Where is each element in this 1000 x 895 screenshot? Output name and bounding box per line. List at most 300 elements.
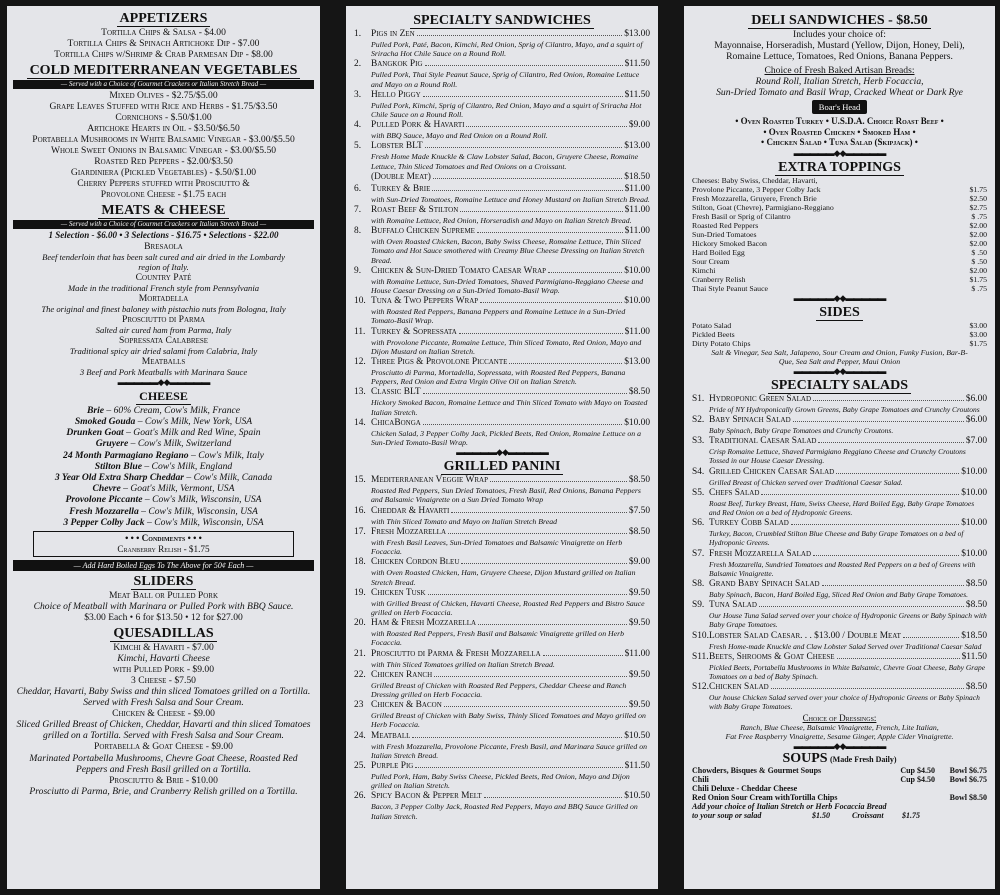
spacer: [750, 339, 969, 348]
menu-item-row: [692, 394, 987, 405]
soup-name: Chowders, Bisques & Gourmet Soups: [692, 765, 822, 775]
price-label: Sun-Dried Tomatoes: [692, 229, 757, 239]
leader-dots: [417, 29, 623, 36]
item-price: $9.00: [628, 557, 650, 568]
item-price: $7.50: [628, 505, 650, 516]
spacer: [817, 194, 970, 203]
item-price: $7.00: [965, 436, 987, 447]
menu-item: [692, 488, 987, 517]
cheese-name: Gruyere: [95, 438, 129, 450]
cheese-origin: – Cow's Milk, Canada: [183, 471, 273, 483]
item-name: Hello Piggy: [371, 89, 421, 100]
menu-item-row: [354, 59, 650, 70]
item-desc: Roasted Red Peppers, Sun Dried Tomatoes, Fresh Basil, Red Onions, Banana Peppers and Balsamic Vinaigrette on a Sun Dried Tomato Wrap: [371, 486, 641, 505]
deli-line: Mayonnaise, Horseradish, Mustard (Yellow, Dijon, Honey, Deli),: [714, 40, 965, 52]
menu-item: [354, 141, 650, 170]
menu-item: [692, 682, 987, 711]
menu-item: [354, 205, 650, 225]
vegetable-item: Portabella Mushrooms in White Balsamic Vinegar - $3.00/$5.50: [32, 133, 295, 145]
bread-line: Sun-Dried Tomato and Basil Wrap, Cracked Wheat or Dark Rye: [716, 87, 963, 99]
price-label: Fresh Basil or Sprig of Cilantro: [692, 211, 791, 221]
item-name: Prosciutto di Parma & Fresh Mozzarella: [371, 648, 541, 659]
item-desc: Pride of NY Hydroponically Grown Greens, Baby Grape Tomatoes and Crunchy Croutons: [709, 404, 980, 414]
menu-item: [354, 791, 650, 820]
cheese-name: 3 Pepper Colby Jack: [63, 516, 145, 528]
price-value: $ .75: [971, 211, 987, 221]
item-desc: with Sun-Dried Tomatoes, Romaine Lettuce and Honey Mustard on Italian Stretch Bread.: [371, 194, 650, 204]
left-menu-panel: [7, 6, 320, 889]
item-name: Tuna & Two Peppers Wrap: [371, 296, 479, 307]
item-number: 4.: [354, 120, 362, 131]
item-price: $8.50: [965, 600, 987, 611]
appetizer-item: Tortilla Chips w/Shrimp & Crab Parmesan Dip - $8.00: [54, 49, 273, 61]
meat-option: • Chicken Salad • Tuna Salad (Skipjack) •: [761, 137, 918, 148]
item-price: $8.50: [628, 526, 650, 537]
condiment-item: Cranberry Relish - $1.75: [117, 543, 210, 554]
item-price: $10.00: [961, 548, 987, 559]
leader-dots: [813, 394, 964, 401]
item-name: Grand Baby Spinach Salad: [709, 578, 820, 589]
menu-item-row: [354, 226, 650, 237]
cheese-item: [13, 461, 314, 472]
price-value: $2.00: [969, 220, 987, 230]
item-price: $11.50: [624, 89, 650, 100]
sliders-prices: $3.00 Each • 6 for $13.50 • 12 for $27.00: [84, 612, 243, 624]
cheese-name: Fresh Mozzarella: [69, 505, 139, 517]
item-number: S9.: [692, 600, 705, 611]
cheese-origin: – 60% Cream, Cow's Milk, France: [104, 404, 241, 416]
price-value: $2.00: [969, 265, 987, 275]
item-desc: Prosciutto di Parma, Mortadella, Sopressata, with Roasted Red Peppers, Banana Peppers, Red Onion and Extra Virgin Olive Oil on Italian Stretch.: [371, 368, 626, 387]
price-label: Cheeses: Baby Swiss, Cheddar, Havarti,: [692, 175, 818, 185]
item-number: 9.: [354, 265, 362, 276]
item-number: 11.: [354, 326, 366, 337]
menu-item-row: [692, 549, 987, 560]
price-value: $1.75: [969, 274, 987, 284]
cheese-item: [13, 427, 314, 438]
item-price: $9.50: [628, 587, 650, 598]
item-number: 24.: [354, 730, 366, 741]
leader-dots: [543, 649, 623, 656]
quesadilla-name: Chicken & Cheese - $9.00: [112, 708, 215, 720]
vegetable-item: Artichoke Hearts in Oil - $3.50/$6.50: [87, 122, 240, 134]
menu-item-row: [354, 172, 650, 183]
menu-item-row: [354, 205, 650, 216]
meat-name: Meatballs: [141, 355, 186, 367]
item-desc: Pulled Pork, Paté, Bacon, Kimchi, Red Onion, Sprig of Cilantro, Mayo, and a squirt of Sriracha Hot Chile Sauce on a Round Roll.: [371, 40, 643, 59]
selection-prices: 1 Selection - $6.00 • 3 Selections - $16.75 • Selections - $22.00: [48, 229, 279, 240]
quesadilla-extra: with Pulled Pork - $9.00: [112, 663, 215, 675]
price-row: [692, 185, 987, 194]
menu-item: [354, 172, 650, 183]
price-row: [692, 239, 987, 248]
item-price: $9.50: [628, 669, 650, 680]
item-name: Buffalo Chicken Supreme: [371, 226, 475, 237]
item-desc: Turkey, Bacon, Crumbled Stilton Blue Cheese and Baby Grape Tomatoes on a bed of Hydroponic Greens.: [709, 529, 964, 548]
item-name: Chicken Salad: [709, 682, 769, 693]
meat-name: Sopressata Calabrese: [118, 334, 209, 346]
cold-vegetables-heading: COLD MEDITERRANEAN VEGETABLES: [27, 63, 301, 79]
menu-item-row: [354, 588, 650, 599]
menu-item: [354, 226, 650, 265]
menu-item: [354, 120, 650, 140]
leader-dots: [459, 327, 623, 334]
meat-desc: Made in the traditional French style from Pennsylvania: [67, 282, 259, 293]
quesadilla-name: 3 Cheese - $7.50: [131, 675, 196, 686]
divider-ornament: ▬▬▬▬▬◆◆▬▬▬▬▬: [793, 147, 886, 158]
meats-served-bar: — Served with a Choice of Gourmet Crackers or Italian Stretch Bread —: [13, 220, 314, 229]
item-price: $10.50: [624, 791, 650, 802]
deli-line: Romaine Lettuce, Tomatoes, Red Onions, Banana Peppers.: [726, 51, 953, 63]
menu-item-row: [354, 387, 650, 398]
croissant-price: $1.75: [902, 810, 920, 820]
item-name: Bangkok Pig: [371, 59, 423, 70]
menu-item: [354, 700, 650, 729]
dressings-line: Fat Free Raspberry Vinaigrette, Sesame Ginger, Apple Cider Vinaigrette.: [725, 731, 954, 741]
meat-name: Bresaola: [144, 240, 183, 252]
vegetable-item: Whole Sweet Onions in Balsamic Vinegar - $3.00/$5.50: [50, 145, 277, 157]
vegetable-item: Grape Leaves Stuffed with Rice and Herbs - $1.75/$3.50: [49, 100, 278, 112]
appetizer-item: Tortilla Chips & Salsa - $4.00: [101, 27, 226, 38]
dressings-title: Choice of Dressings:: [802, 712, 877, 723]
item-price: $8.50: [965, 682, 987, 693]
meat-desc: The original and finest baloney with pistachio nuts from Bologna, Italy: [41, 303, 286, 314]
cheese-item: [13, 438, 314, 449]
cheese-item: [13, 483, 314, 494]
item-price: $18.50: [961, 630, 987, 641]
item-number: 21.: [354, 648, 366, 659]
quesadilla-desc: Prosciutto di Parma, Brie, and Cranberry Relish grilled on a Tortilla.: [29, 785, 298, 797]
item-name: Roast Beef & Stilton: [371, 205, 459, 216]
menu-item: [354, 387, 650, 416]
quesadilla-desc: Kimchi, Havarti Cheese: [117, 652, 210, 664]
price-label: Fresh Mozzarella, Gruyere, French Brie: [692, 193, 817, 203]
item-number: 6.: [354, 183, 362, 194]
menu-item-row: [692, 631, 987, 642]
meat-option: • Oven Roasted Turkey • U.S.D.A. Choice Roast Beef •: [735, 116, 944, 127]
specialty-salads-heading: SPECIALTY SALADS: [768, 378, 911, 394]
leader-dots: [548, 266, 622, 273]
price-row: [692, 203, 987, 212]
leader-dots: [461, 557, 627, 564]
meat-desc: 3 Beef and Pork Meatballs with Marinara Sauce: [79, 366, 248, 377]
item-name: Meatball: [371, 730, 411, 741]
divider-ornament: ▬▬▬▬▬◆◆▬▬▬▬▬: [793, 365, 886, 376]
cheese-name: Brie: [86, 404, 105, 416]
item-desc: with Fresh Mozzarella, Provolone Piccante, Fresh Basil, and Marinara Sauce grilled on Italian Stretch Bread.: [371, 741, 648, 760]
menu-item-row: [354, 791, 650, 802]
meat-name: Country Paté: [135, 271, 192, 283]
leader-dots: [480, 296, 622, 303]
menu-item: [692, 436, 987, 465]
leader-dots: [813, 549, 959, 556]
cheese-origin: – Cow's Milk, England: [141, 460, 233, 472]
meat-desc: Beef tenderloin that has been salt cured and air dried in the Lombardy region of Italy.: [42, 251, 285, 272]
price-row: [692, 339, 987, 348]
cheese-origin: – Cow's Milk, Wisconsin, USA: [142, 494, 262, 506]
price-row: [692, 248, 987, 257]
item-name: Lobster Salad Caesar. . . $13.00 / Double Meat: [709, 630, 901, 641]
price-value: $3.00: [969, 320, 987, 330]
price-label: Potato Salad: [692, 320, 732, 330]
item-name: Turkey Cobb Salad: [709, 518, 789, 529]
item-number: 8.: [354, 226, 362, 237]
price-label: Sour Cream: [692, 256, 730, 266]
menu-item: [692, 549, 987, 578]
vegetable-item: Provolone Cheese - $1.75 each: [100, 189, 227, 201]
item-name: Grilled Chicken Caesar Salad: [709, 466, 835, 477]
menu-item: [692, 579, 987, 599]
price-row: [692, 212, 987, 221]
item-name: Traditional Caesar Salad: [709, 436, 817, 447]
menu-item: [354, 588, 650, 617]
menu-item: [692, 652, 987, 681]
menu-item: [354, 475, 650, 504]
item-number: S1.: [692, 393, 705, 404]
menu-item-row: [354, 557, 650, 568]
item-number: 19.: [354, 587, 366, 598]
soup-name: Chili: [692, 774, 709, 784]
item-price: $8.50: [628, 475, 650, 486]
item-price: $11.50: [961, 651, 987, 662]
appetizers-heading: APPETIZERS: [117, 11, 211, 27]
item-name: Spicy Bacon & Pepper Melt: [371, 791, 482, 802]
price-label: Hard Boiled Egg: [692, 247, 745, 257]
cheese-name: Provolone Piccante: [65, 494, 143, 506]
item-price: $9.00: [628, 120, 650, 131]
leader-dots: [818, 436, 963, 443]
soups-table: [692, 766, 987, 820]
item-name: Lobster BLT: [371, 141, 423, 152]
bread-price: $1.50: [812, 810, 830, 820]
menu-item: [354, 266, 650, 295]
price-label: Hickory Smoked Bacon: [692, 238, 767, 248]
price-row: [692, 230, 987, 239]
soup-bowl-price: Bowl $6.75: [949, 765, 987, 775]
item-desc: with Thin Sliced Tomato and Mayo on Italian Stretch Bread: [371, 516, 558, 526]
item-number: S7.: [692, 548, 705, 559]
menu-item: [354, 29, 650, 58]
item-name: Hydroponic Green Salad: [709, 393, 811, 404]
item-name: Chicken Cordon Bleu: [371, 557, 460, 568]
item-name: Three Pigs & Provolone Piccante: [371, 357, 508, 368]
leader-dots: [423, 387, 627, 394]
cheese-item: [13, 416, 314, 427]
leader-dots: [448, 527, 627, 534]
item-price: $10.00: [624, 296, 650, 307]
item-desc: Pulled Pork, Ham, Baby Swiss Cheese, Pickled Beets, Red Onion, Mayo and Dijon grilled on Italian Stretch.: [371, 771, 630, 791]
cheese-origin: – Cow's Milk, Switzerland: [128, 438, 232, 450]
menu-item-row: [354, 475, 650, 486]
price-label: Cranberry Relish: [692, 274, 746, 284]
item-name: Baby Spinach Salad: [709, 414, 791, 425]
item-price: $9.50: [628, 700, 650, 711]
item-price: $8.50: [965, 578, 987, 589]
spacer: [791, 212, 972, 221]
price-row: [692, 275, 987, 284]
price-row: [692, 257, 987, 266]
soup-name: Red Onion Sour Cream withTortilla Chips: [692, 792, 838, 802]
spacer: [757, 230, 970, 239]
boars-head-logo: Boar's Head: [812, 100, 867, 114]
item-price: $11.50: [624, 760, 650, 771]
price-value: $ .75: [971, 283, 987, 293]
price-label: Dirty Potato Chips: [692, 338, 751, 348]
menu-item-row: [354, 296, 650, 307]
menu-item-row: [692, 488, 987, 499]
item-desc: Roast Beef, Turkey Breast, Ham, Swiss Cheese, Hard Boiled Egg, Baby Grape Tomatoes and Red Onion on a bed of Hydroponic Greens.: [709, 498, 975, 517]
leader-dots: [460, 205, 622, 212]
meat-name: Mortadella: [138, 292, 189, 304]
extra-toppings-heading: EXTRA TOPPINGS: [775, 160, 904, 176]
menu-item: [692, 631, 987, 651]
menu-item-row: [354, 527, 650, 538]
cheese-name: Drunken Goat: [66, 427, 124, 439]
item-name: Pigs in Zen: [371, 29, 415, 39]
item-name: Mediterranean Veggie Wrap: [371, 475, 488, 486]
price-label: Roasted Red Peppers: [692, 220, 759, 230]
grilled-panini-heading: GRILLED PANINI: [441, 459, 564, 475]
item-desc: Chicken Salad, 3 Pepper Colby Jack, Pickled Beets, Red Onion, Romaine Lettuce on a Sun-Dried Tomato-Basil Wrap.: [371, 428, 641, 448]
item-price: $13.00: [624, 141, 650, 152]
quesadilla-desc: Sliced Grilled Breast of Chicken, Cheddar, Havarti and thin sliced Tomatoes grilled on a Tortilla. Served with Fresh Salsa and Sour Cream.: [16, 719, 311, 742]
soup-bowl-price: Bowl $8.50: [949, 792, 987, 802]
leader-dots: [434, 670, 627, 677]
soup-bowl-price: Bowl $6.75: [949, 774, 987, 784]
item-price: $11.00: [624, 183, 650, 194]
leader-dots: [509, 357, 622, 364]
item-desc: with Roasted Red Peppers, Banana Peppers and Romaine Lettuce in a Sun-Dried Tomato-Basil Wrap.: [371, 307, 626, 326]
item-name: Cheddar & Havarti: [371, 505, 450, 516]
bread-note: Add your choice of Italian Stretch or Herb Focaccia Bread: [692, 801, 887, 811]
cheese-origin: – Cow's Milk, Italy: [188, 449, 264, 461]
item-desc: with Grilled Breast of Chicken, Havarti Cheese, Roasted Red Peppers and Bistro Sauce grilled on Herb Focaccia.: [371, 598, 645, 617]
quesadilla-name: Prosciutto & Brie - $10.00: [109, 774, 218, 786]
menu-item-row: [692, 467, 987, 478]
item-name: Pulled Pork & Havarti: [371, 120, 465, 131]
menu-item-row: [354, 90, 650, 101]
leader-dots: [466, 120, 626, 127]
quesadilla-desc: Cheddar, Havarti, Baby Swiss and thin sliced Tomatoes grilled on a Tortilla. Served with Fresh Salsa and Sour Cream.: [16, 686, 311, 709]
item-desc: Baby Spinach, Baby Grape Tomatoes and Crunchy Croutons.: [709, 425, 894, 435]
item-desc: Grilled Breast of Chicken with Baby Swiss, Thinly Sliced Tomatoes and Mayo grilled on Herb Focaccia.: [371, 711, 646, 730]
item-name: Chicken & Bacon: [371, 700, 442, 711]
menu-item-row: [354, 120, 650, 131]
cold-served-bar: — Served with a Choice of Gourmet Crackers or Italian Stretch Bread —: [13, 80, 314, 89]
item-desc: Fresh Mozzarella, Sundried Tomatoes and Roasted Red Peppers on a bed of Greens with Balsamic Vinaigrette.: [709, 559, 976, 578]
item-number: 20.: [354, 618, 366, 629]
spacer: [729, 257, 971, 266]
item-name: Ham & Fresh Mozzarella: [371, 618, 477, 629]
meats-heading: MEATS & CHEESE: [98, 203, 228, 219]
spacer: [731, 321, 969, 330]
item-name: Tuna Salad: [709, 600, 757, 611]
item-name: Beets, Shrooms & Goat Cheese: [709, 651, 835, 662]
leader-dots: [822, 579, 964, 586]
leader-dots: [771, 682, 964, 689]
item-name: Purple Pig: [371, 760, 414, 771]
leader-dots: [761, 488, 959, 495]
leader-dots: [425, 59, 623, 66]
price-row: [692, 266, 987, 275]
spacer: [735, 330, 970, 339]
price-label: Pickled Beets: [692, 329, 735, 339]
price-value: $1.75: [969, 184, 987, 194]
leader-dots: [791, 518, 959, 525]
menu-item-row: [692, 579, 987, 590]
item-desc: with BBQ Sauce, Mayo and Red Onion on a Round Roll.: [371, 131, 548, 141]
meat-desc: Traditional spicy air dried salami from Calabria, Italy: [69, 345, 258, 356]
meat-name: Prosciutto di Parma: [121, 313, 205, 325]
leader-dots: [478, 618, 627, 625]
item-number: 26.: [354, 791, 366, 802]
item-desc: Grilled Breast of Chicken with Roasted Red Peppers, Cheddar Cheese and Ranch Dressing grilled on Herb Focaccia.: [371, 680, 627, 699]
quesadillas-heading: QUESADILLAS: [110, 626, 216, 642]
item-name: ChicaBonga: [371, 417, 421, 428]
spacer: [821, 185, 970, 194]
item-desc: Fresh Home-made Knuckle and Claw Lobster Salad Served over Traditional Caesar Salad: [709, 641, 982, 651]
menu-item: [354, 506, 650, 526]
divider-ornament: ▬▬▬▬▬◆◆▬▬▬▬▬: [456, 447, 548, 458]
item-desc: Hickory Smoked Bacon, Romaine Lettuce and Thin Sliced Tomato with Mayo on Toasted Italian Stretch.: [371, 398, 648, 417]
menu-item: [692, 415, 987, 435]
cheese-origin: – Goat's Milk and Red Wine, Spain: [123, 427, 261, 439]
item-number: 18.: [354, 557, 366, 568]
menu-item: [354, 327, 650, 356]
item-price: $6.00: [965, 393, 987, 404]
leader-dots: [477, 226, 623, 233]
cheese-name: Smoked Gouda: [74, 415, 136, 427]
price-value: $2.00: [969, 238, 987, 248]
price-row: [692, 194, 987, 203]
quesadilla-name: Kimchi & Havarti - $7.00: [113, 641, 214, 653]
leader-dots: [837, 652, 960, 659]
leader-dots: [484, 791, 623, 798]
menu-item-row: [354, 649, 650, 660]
bread-line: Round Roll, Italian Stretch, Herb Focaccia,: [755, 75, 924, 87]
item-price: $11.50: [624, 59, 650, 70]
price-value: $2.50: [969, 193, 987, 203]
item-price: $10.00: [624, 265, 650, 276]
cheese-origin: – Cow's Milk, Wisconsin, USA: [144, 516, 264, 528]
menu-item: [354, 670, 650, 699]
item-number: S2.: [692, 414, 705, 425]
leader-dots: [759, 600, 964, 607]
item-name: Classic BLT: [371, 387, 421, 398]
eggs-bar: — Add Hard Boiled Eggs To The Above for 50¢ Each —: [13, 560, 314, 571]
specialty-sandwiches-heading: SPECIALTY SANDWICHES: [410, 13, 594, 29]
divider-ornament: ▬▬▬▬▬◆◆▬▬▬▬▬: [793, 740, 886, 751]
spacer: [767, 239, 970, 248]
item-name: Fresh Mozzarella Salad: [709, 548, 811, 559]
condiments-box: [33, 531, 294, 557]
quesadilla-desc: Marinated Portabella Mushrooms, Chevre Goat Cheese, Roasted Red Peppers and Fresh Basil grilled on a Tortilla.: [29, 752, 298, 775]
spacer: [745, 248, 972, 257]
leader-dots: [423, 90, 623, 97]
item-price: $6.00: [965, 414, 987, 425]
item-desc: Pulled Pork, Kimchi, Sprig of Cilantro, Red Onion, Mayo and a squirt of Sriracha Hot Chile Sauce on a Round Roll.: [371, 100, 642, 120]
item-desc: Our House Tuna Salad served over your choice of Hydroponic Greens or Baby Spinach with Baby Grape Tomatoes.: [709, 611, 987, 630]
item-number: 15.: [354, 475, 366, 486]
soup-cup-price: Cup $4.50: [900, 765, 935, 775]
leader-dots: [432, 184, 622, 191]
menu-item-row: [354, 418, 650, 429]
vegetable-item: Cornichons - $.50/$1.00: [115, 111, 212, 123]
item-price: $13.00: [624, 29, 650, 39]
item-price: $11.00: [624, 226, 650, 237]
item-price: $10.00: [624, 417, 650, 428]
sliders-desc: Choice of Meatball with Marinara or Pulled Pork with BBQ Sauce.: [33, 601, 294, 613]
